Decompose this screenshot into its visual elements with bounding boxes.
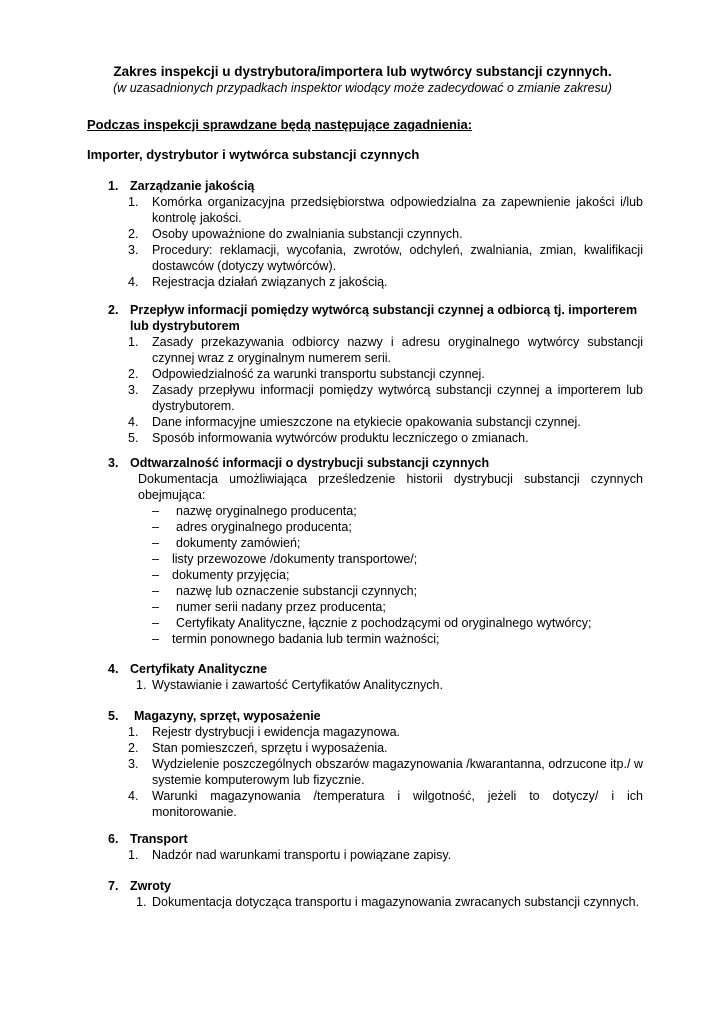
dash-bullet: – <box>152 584 159 598</box>
section-heading <box>108 455 643 471</box>
list-item <box>108 242 643 274</box>
item-number: 3. <box>128 383 139 397</box>
item-number: 1. <box>128 195 139 209</box>
item-number: 1. <box>128 335 139 349</box>
item-text: dokumenty zamówień; <box>176 536 301 550</box>
item-text: Wystawianie i zawartość Certyfikatów Analitycznych. <box>152 678 443 692</box>
document-title: Zakres inspekcji u dystrybutora/importera lub wytwórcy substancji czynnych. <box>113 64 612 79</box>
section-number: 5. <box>108 709 119 723</box>
dash-item <box>108 631 643 647</box>
item-text: Procedury: reklamacji, wycofania, zwrotów, odchyleń, zwalniania, zmian, kwalifikacji dostawców (dotyczy wytwórców). <box>152 243 643 273</box>
dash-bullet: – <box>152 552 159 566</box>
item-text: Rejestracja działań związanych z jakością. <box>152 275 388 289</box>
section-heading <box>108 661 643 677</box>
list-item <box>108 334 643 366</box>
dash-item <box>108 599 643 615</box>
item-text: Komórka organizacyjna przedsiębiorstwa odpowiedzialna za zapewnienie jakości i/lub kontrolę jakości. <box>152 195 643 225</box>
section-title: Certyfikaty Analityczne <box>130 662 268 676</box>
item-number: 1. <box>136 895 147 909</box>
item-text: listy przewozowe /dokumenty transportowe/; <box>172 552 418 566</box>
item-text: termin ponownego badania lub termin ważności; <box>172 632 440 646</box>
list-item <box>108 677 643 693</box>
item-text: Certyfikaty Analityczne, łącznie z pochodzącymi od oryginalnego wytwórcy; <box>176 616 592 630</box>
list-item <box>108 740 643 756</box>
dash-item <box>108 519 643 535</box>
section-description: Dokumentacja umożliwiająca prześledzenie historii dystrybucji substancji czynnych obejmująca: <box>138 472 643 502</box>
dash-bullet: – <box>152 504 159 518</box>
section-number: 6. <box>108 832 119 846</box>
list-item <box>108 430 643 446</box>
item-text: Rejestr dystrybucji i ewidencja magazynowa. <box>152 725 401 739</box>
section-number: 3. <box>108 456 119 470</box>
item-number: 1. <box>128 725 139 739</box>
section-returns <box>108 878 643 910</box>
list-item <box>108 382 643 414</box>
section-number: 4. <box>108 662 119 676</box>
item-text: adres oryginalnego producenta; <box>176 520 352 534</box>
item-number: 4. <box>128 415 139 429</box>
section-title: Transport <box>130 832 188 846</box>
section-certificates <box>108 661 643 693</box>
section-number: 7. <box>108 879 119 893</box>
list-item <box>108 724 643 740</box>
item-text: nazwę oryginalnego producenta; <box>176 504 357 518</box>
section-heading <box>108 178 643 194</box>
group-title: Importer, dystrybutor i wytwórca substancji czynnych <box>87 147 420 162</box>
section-warehouses <box>108 708 643 820</box>
section-information-flow <box>108 302 643 446</box>
section-heading <box>108 302 643 334</box>
list-item <box>108 894 643 910</box>
item-number: 2. <box>128 227 139 241</box>
section-transport <box>108 831 643 863</box>
item-number: 1. <box>128 848 139 862</box>
list-item <box>108 788 643 820</box>
item-number: 3. <box>128 757 139 771</box>
section-title: Przepływ informacji pomiędzy wytwórcą substancji czynnej a odbiorcą tj. importerem lub dystrybutorem <box>130 303 638 333</box>
item-text: numer serii nadany przez producenta; <box>176 600 386 614</box>
item-text: dokumenty przyjęcia; <box>172 568 290 582</box>
section-heading <box>108 831 643 847</box>
section-title: Magazyny, sprzęt, wyposażenie <box>134 709 321 723</box>
item-text: Sposób informowania wytwórców produktu leczniczego o zmianach. <box>152 431 529 445</box>
list-item <box>108 194 643 226</box>
list-item <box>108 366 643 382</box>
item-text: Odpowiedzialność za warunki transportu substancji czynnej. <box>152 367 485 381</box>
dash-bullet: – <box>152 536 159 550</box>
section-title: Zwroty <box>130 879 171 893</box>
item-number: 2. <box>128 741 139 755</box>
item-number: 2. <box>128 367 139 381</box>
section-title: Odtwarzalność informacji o dystrybucji substancji czynnych <box>130 456 490 470</box>
section-traceability <box>108 455 643 647</box>
list-item <box>108 274 643 290</box>
item-text: Wydzielenie poszczególnych obszarów magazynowania /kwarantanna, odrzucone itp./ w systemie komputerowym lub fizycznie. <box>152 757 643 787</box>
item-number: 3. <box>128 243 139 257</box>
item-text: Zasady przepływu informacji pomiędzy wytwórcą substancji czynnej a importerem lub dystrybutorem. <box>152 383 643 413</box>
item-number: 1. <box>136 678 147 692</box>
list-item <box>108 414 643 430</box>
list-item <box>108 226 643 242</box>
dash-item <box>108 583 643 599</box>
section-heading <box>108 878 643 894</box>
list-item <box>108 847 643 863</box>
item-text: Dokumentacja dotycząca transportu i magazynowania zwracanych substancji czynnych. <box>152 895 640 909</box>
section-number: 1. <box>108 179 119 193</box>
dash-bullet: – <box>152 600 159 614</box>
item-text: nazwę lub oznaczenie substancji czynnych; <box>176 584 418 598</box>
item-number: 5. <box>128 431 139 445</box>
item-text: Zasady przekazywania odbiorcy nazwy i adresu oryginalnego wytwórcy substancji czynnej wraz z oryginalnym numerem serii. <box>152 335 643 365</box>
item-text: Osoby upoważnione do zwalniania substancji czynnych. <box>152 227 463 241</box>
section-quality-management <box>108 178 643 290</box>
dash-item <box>108 567 643 583</box>
dash-bullet: – <box>152 616 159 630</box>
item-text: Stan pomieszczeń, sprzętu i wyposażenia. <box>152 741 388 755</box>
intro-heading: Podczas inspekcji sprawdzane będą następujące zagadnienia: <box>87 117 473 132</box>
item-text: Warunki magazynowania /temperatura i wilgotność, jeżeli to dotyczy/ i ich monitorowanie. <box>152 789 643 819</box>
dash-bullet: – <box>152 568 159 582</box>
dash-item <box>108 535 643 551</box>
item-text: Nadzór nad warunkami transportu i powiązane zapisy. <box>152 848 452 862</box>
item-number: 4. <box>128 789 139 803</box>
dash-item <box>108 615 643 631</box>
dash-bullet: – <box>152 632 159 646</box>
document-subtitle: (w uzasadnionych przypadkach inspektor wiodący może zadecydować o zmianie zakresu) <box>113 81 612 95</box>
list-item <box>108 756 643 788</box>
dash-item <box>108 551 643 567</box>
item-number: 4. <box>128 275 139 289</box>
section-title: Zarządzanie jakością <box>130 179 255 193</box>
section-number: 2. <box>108 303 119 317</box>
dash-bullet: – <box>152 520 159 534</box>
item-text: Dane informacyjne umieszczone na etykiecie opakowania substancji czynnej. <box>152 415 581 429</box>
section-heading <box>108 708 643 724</box>
dash-item <box>108 503 643 519</box>
